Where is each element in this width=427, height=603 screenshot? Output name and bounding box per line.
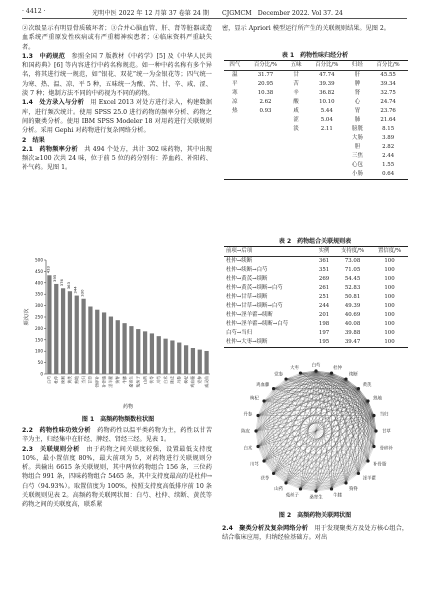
- y-tick-label: 450: [35, 268, 43, 274]
- network-node: [372, 414, 375, 417]
- table-cell: 凉: [232, 99, 238, 105]
- table-cell: 100: [384, 267, 395, 273]
- network-node: [256, 445, 259, 448]
- paragraph-2-1: 共 494 个处方，共计 302 味药物，其中出现频次≥100 次共 24 味，位于前 5 位的药分别有：养血药、补阳药、补气药。见图 1。: [22, 145, 212, 172]
- heading-2-3: 2.3 关联规则分析: [22, 445, 80, 453]
- table-cell: 100: [384, 285, 395, 291]
- network-node-label: 鸡血藤: [256, 382, 270, 388]
- table-cell: 100: [384, 339, 395, 345]
- heading-2-2: 2.2 药物性味功效分析: [22, 427, 91, 434]
- table-cell: [285, 134, 307, 143]
- network-node-label: 黄芪: [362, 382, 372, 388]
- network-edge: [258, 389, 274, 447]
- table-cell: 2.82: [382, 144, 395, 150]
- table-cell: 2.11: [320, 126, 333, 132]
- table-1-header: 百分比/%: [246, 61, 286, 71]
- table-1-header: 四气: [224, 61, 246, 71]
- bar: [95, 310, 99, 374]
- paragraph-1-3: 参照全国 7 版教材《中药学》[5] 及《中华人民共和国药典》[6] 等内容进行中药名称规范。如一种中药名称有多个异名，将其进行统一规范，如“银花、双花”统一为金银花等；四气统一为寒、热、温、凉、平 5 种，五味统一为酸、苦、甘、辛、咸、涩、淡 7 种；炮制方法不同的中药视为不同的药物。: [22, 52, 213, 98]
- y-tick-label: 150: [35, 337, 43, 343]
- y-axis-label: 频次/次: [24, 308, 30, 326]
- table-cell: 39.88: [344, 330, 361, 336]
- table-row: [224, 311, 408, 320]
- table-cell: 50.81: [344, 294, 361, 300]
- table-cell: [224, 134, 246, 143]
- table-row: [224, 116, 408, 125]
- table-cell: 54.45: [344, 276, 361, 282]
- table-cell: 351: [318, 267, 330, 273]
- bar-value-label: 330: [79, 289, 85, 297]
- table-cell: 45.55: [380, 72, 396, 78]
- table-cell: 甘: [293, 72, 299, 78]
- y-tick-label: 300: [35, 303, 43, 309]
- network-node: [357, 387, 360, 390]
- table-cell: [285, 161, 307, 170]
- bar: [143, 331, 147, 374]
- network-node-label: 白芍: [311, 363, 321, 369]
- page-number: · 4412 ·: [22, 8, 46, 15]
- table-row: [224, 161, 408, 170]
- table-cell: 73.08: [344, 258, 361, 264]
- table-cell: 杜仲→黄芪→续断: [226, 276, 268, 282]
- table-cell: 24.74: [380, 99, 396, 105]
- y-tick-label: 200: [35, 325, 43, 331]
- bar: [150, 333, 154, 374]
- table-cell: 361: [318, 258, 330, 264]
- network-node-label: 补骨脂: [373, 462, 387, 468]
- table-cell: 膀胱: [352, 126, 363, 132]
- network-node: [357, 472, 360, 475]
- figure-1-bar-chart: [22, 254, 214, 412]
- x-tick-label: 补骨脂: [101, 376, 107, 388]
- bar: [75, 296, 79, 374]
- table-cell: 47.74: [319, 72, 335, 78]
- network-node-label: 陈皮: [241, 429, 250, 435]
- table-cell: 涩: [293, 117, 299, 123]
- network-node-label: 杜仲: [333, 365, 342, 371]
- journal-title-en: CJGMCM December 2022. Vol 37. 24: [222, 10, 343, 17]
- network-node: [284, 481, 287, 484]
- table-cell: 三焦: [352, 153, 363, 159]
- x-tick-label: 当归: [80, 376, 86, 384]
- x-tick-label: 威灵仙: [203, 376, 209, 388]
- table-cell: [285, 143, 307, 152]
- network-node: [314, 369, 317, 372]
- table-cell: 3.89: [382, 135, 395, 141]
- bar: [47, 275, 51, 374]
- x-tick-label: 丹参: [176, 376, 182, 384]
- table-cell: 心包: [352, 162, 363, 168]
- x-tick-label: 杜仲: [53, 376, 59, 384]
- table-cell: [224, 152, 246, 161]
- x-tick-label: 白芍: [46, 376, 52, 384]
- table-cell: 21.64: [380, 117, 396, 123]
- table-1-header: 百分比/%: [368, 61, 408, 71]
- network-node-label: 桑寄生: [309, 495, 323, 501]
- table-row: [224, 284, 408, 293]
- table-row: [224, 89, 408, 98]
- network-node: [272, 472, 275, 475]
- table-2-header: 前项→后项: [224, 247, 314, 257]
- x-tick-label: 黄芪: [67, 376, 73, 384]
- table-row: [224, 302, 408, 311]
- network-edge: [264, 461, 331, 489]
- y-tick-label: 500: [35, 257, 43, 263]
- network-node: [330, 371, 333, 374]
- y-tick-label: 100: [35, 348, 43, 354]
- table-cell: 197: [318, 330, 330, 336]
- network-node-label: 川芎: [250, 462, 259, 468]
- table-cell: 热: [232, 108, 238, 114]
- figure-1-caption: 图 1 高频药物频数柱状图: [81, 416, 155, 423]
- table-cell: [246, 143, 286, 152]
- bar: [81, 299, 85, 374]
- network-node: [256, 414, 259, 417]
- network-node: [344, 481, 347, 484]
- table-cell: 胆: [354, 144, 361, 150]
- paragraph-apriori: 密，显示 Apriori 模型运行所产生的关联规则结果。见图 2。: [222, 25, 390, 32]
- x-axis-label: 药物: [122, 404, 134, 410]
- y-tick-label: 0: [40, 371, 43, 377]
- table-cell: 肾: [354, 90, 361, 96]
- table-row: [224, 257, 408, 267]
- bar-value-label: 433: [45, 266, 51, 274]
- table-cell: [285, 152, 307, 161]
- x-tick-label: 枸杞: [183, 376, 189, 384]
- table-cell: 40.69: [344, 312, 361, 318]
- table-1-caption: 表 1 药物性味归经分析: [281, 52, 349, 59]
- heading-1-4: 1.4 处方录入与分析: [22, 99, 84, 107]
- table-cell: 201: [318, 312, 330, 318]
- bar: [68, 291, 72, 374]
- table-cell: [224, 161, 246, 170]
- x-tick-label: 骨碎补: [94, 376, 100, 388]
- network-node: [262, 459, 265, 462]
- x-tick-label: 狗脊: [114, 376, 120, 384]
- table-cell: 100: [384, 321, 395, 327]
- table-cell: 100: [384, 294, 395, 300]
- bar: [204, 351, 208, 374]
- table-cell: 肝: [354, 72, 361, 78]
- left-column-top: [22, 24, 212, 173]
- bar-value-label: 344: [72, 286, 78, 294]
- table-cell: 0.64: [382, 171, 395, 177]
- table-cell: 杜仲→甘草→续断: [226, 294, 268, 300]
- bar: [136, 329, 140, 374]
- paragraph-2-4: 用于发现聚类方及处方核心组合，结合临床应用，归纳经验基础方。对出: [222, 525, 409, 542]
- table-cell: [246, 125, 286, 134]
- network-node: [284, 377, 287, 380]
- table-cell: 49.39: [344, 303, 361, 309]
- heading-2: 2 结果: [22, 136, 45, 144]
- table-cell: 杜仲→淫羊藿→续断: [226, 312, 273, 318]
- table-cell: 71.05: [344, 267, 361, 273]
- table-1-header: 五味: [285, 61, 307, 71]
- table-cell: 52.83: [344, 285, 361, 291]
- bar-value-label: 363: [65, 281, 71, 290]
- table-2-header: 支持度/%: [334, 247, 371, 257]
- table-cell: [307, 143, 347, 152]
- table-row: [224, 275, 408, 284]
- table-cell: [224, 125, 246, 134]
- bar: [122, 323, 126, 374]
- x-tick-label: 茯苓: [149, 376, 155, 384]
- x-tick-label: 陈皮: [169, 376, 175, 384]
- x-tick-label: 淫羊藿: [108, 376, 114, 388]
- bar: [61, 288, 65, 374]
- bar-value-label: 395: [52, 274, 58, 282]
- table-row: [224, 98, 408, 107]
- bar: [157, 336, 161, 374]
- table-cell: 寒: [232, 90, 238, 96]
- table-cell: 10.10: [319, 99, 335, 105]
- table-cell: [307, 134, 347, 143]
- table-cell: [224, 143, 246, 152]
- table-row: [224, 266, 408, 275]
- network-node: [262, 399, 265, 402]
- network-node-label: 当归: [379, 412, 389, 418]
- table-cell: 杜仲→淫羊藿→续断→白芍: [226, 321, 289, 327]
- heading-2-1: 2.1 药物频率分析: [22, 145, 78, 153]
- network-node: [366, 459, 369, 462]
- table-row: [224, 338, 408, 348]
- table-2-header: 实例: [314, 247, 334, 257]
- bar: [88, 307, 92, 374]
- table-cell: 32.75: [380, 90, 396, 96]
- table-cell: 23.76: [380, 108, 396, 114]
- table-cell: 肺: [354, 117, 361, 123]
- bar: [163, 339, 167, 374]
- y-tick-label: 250: [35, 314, 43, 320]
- table-cell: 20.95: [257, 81, 274, 87]
- table-1-header: 百分比/%: [307, 61, 347, 71]
- x-tick-label: 熟地: [73, 376, 79, 384]
- table-row: [224, 320, 408, 329]
- table-cell: 40.08: [344, 321, 361, 327]
- network-node: [314, 489, 317, 492]
- table-cell: [246, 134, 286, 143]
- header-rule: [22, 18, 407, 19]
- table-cell: [224, 116, 246, 125]
- table-cell: 251: [318, 294, 330, 300]
- table-2-caption: 表 2 药物组合关联规则表: [278, 238, 352, 245]
- table-cell: 198: [318, 321, 330, 327]
- network-edge: [258, 415, 286, 482]
- network-node-label: 白术: [243, 446, 253, 452]
- paragraph-2-2: 药物药性以温平类药物为主，药性以甘苦辛为主，归经集中在肝经、脾经、肾经三经。见表 1。: [22, 427, 213, 444]
- bar: [198, 350, 202, 374]
- table-cell: 小肠: [352, 171, 363, 177]
- bar: [102, 312, 106, 374]
- network-node-label: 山药: [274, 486, 283, 492]
- paragraph-1-4: 用 Excel 2013 对处方进行录入，构建数据库，进行频次统计。使用 SPSS 25.0 进行药物的频率分析、药物之间的聚类分析。使用 IBM SPSS Modeler 18 对用药进行关联规则分析。采用 Gephi 对药物进行复杂网络分析。: [22, 99, 212, 135]
- table-row: [224, 293, 408, 302]
- table-cell: 酸: [293, 99, 299, 105]
- table-cell: 淡: [293, 126, 299, 132]
- table-cell: 2.62: [259, 99, 272, 105]
- network-node: [330, 487, 333, 490]
- bar: [177, 343, 181, 374]
- table-cell: 100: [384, 276, 395, 282]
- table-cell: [224, 170, 246, 180]
- journal-title-cn: 光明中医 2022 年 12 月第 37 卷第 24 期: [92, 10, 209, 17]
- y-tick-label: 350: [35, 291, 43, 297]
- table-cell: [246, 152, 286, 161]
- table-cell: [246, 170, 286, 180]
- right-column-top: [222, 24, 408, 33]
- table-cell: 39.34: [380, 81, 396, 87]
- table-cell: 杜仲→续断: [226, 258, 253, 264]
- bar: [109, 317, 113, 374]
- table-cell: 0.93: [259, 108, 272, 114]
- table-cell: 咸: [293, 108, 299, 114]
- table-row: [224, 329, 408, 338]
- table-cell: 杜仲→甘草→续断→白芍: [226, 303, 283, 309]
- y-tick-label: 400: [35, 280, 43, 286]
- network-node-label: 骨碎补: [379, 446, 393, 452]
- table-cell: 36.82: [319, 90, 335, 96]
- table-row: [224, 143, 408, 152]
- table-row: [224, 170, 408, 180]
- figure-2-network: [228, 356, 404, 506]
- table-cell: 心: [354, 99, 361, 105]
- table-cell: 100: [384, 330, 395, 336]
- network-node-label: 甘草: [382, 429, 391, 435]
- network-node: [344, 377, 347, 380]
- heading-2-4: 2.4 聚类分析及复杂网络分析: [222, 525, 309, 532]
- network-node: [366, 399, 369, 402]
- table-cell: 脾: [354, 81, 361, 87]
- network-node-label: 牛膝: [333, 493, 342, 499]
- table-2-header: 置信度/%: [371, 247, 408, 257]
- table-row: [224, 152, 408, 161]
- bar: [129, 326, 133, 374]
- table-row: [224, 134, 408, 143]
- table-cell: 100: [384, 258, 395, 264]
- network-node: [272, 387, 275, 390]
- network-node: [254, 429, 257, 432]
- table-cell: [307, 170, 347, 180]
- table-cell: 100: [384, 312, 395, 318]
- table-cell: 大肠: [352, 135, 363, 141]
- x-tick-label: 牛膝: [121, 376, 127, 384]
- figure-2-caption: 图 2 高频药物关联网状图: [278, 512, 352, 519]
- table-cell: 195: [318, 339, 330, 345]
- table-1-header: 归经: [347, 61, 369, 71]
- table-2: [224, 246, 408, 348]
- table-cell: [307, 161, 347, 170]
- network-node: [374, 429, 377, 432]
- table-1: [224, 60, 408, 180]
- bar: [54, 284, 58, 374]
- table-row: [224, 107, 408, 116]
- x-tick-label: 鸡血藤: [190, 376, 196, 388]
- network-node-label: 茯苓: [260, 476, 270, 482]
- table-row: [224, 80, 408, 89]
- paragraph-exclusion: ②次级显示有明显骨质破坏者；③合并心脑血管、肝、肾等脏器或造血系统严重原发性疾病或有严重精神疾患者；④临床资料严重缺失者。: [22, 25, 212, 51]
- table-cell: 2.44: [382, 153, 395, 159]
- table-cell: 平: [232, 81, 238, 87]
- table-cell: 杜仲→大枣→续断: [226, 339, 268, 345]
- table-cell: 100: [384, 303, 395, 309]
- network-node: [299, 487, 302, 490]
- table-cell: 辛: [293, 90, 299, 96]
- table-row: [224, 125, 408, 134]
- bar: [116, 320, 120, 374]
- table-cell: 31.77: [257, 72, 274, 78]
- table-cell: 8.15: [382, 126, 395, 132]
- network-node: [372, 445, 375, 448]
- table-cell: [307, 152, 347, 161]
- network-node-label: 枸杞: [250, 396, 259, 402]
- table-cell: 杜仲→续断→白芍: [226, 267, 268, 273]
- heading-1-3: 1.3 中药规范: [22, 52, 66, 60]
- x-tick-label: 川芎: [155, 376, 161, 384]
- table-cell: 白芍→当归: [226, 330, 253, 336]
- table-cell: 温: [232, 72, 238, 78]
- table-cell: 10.38: [257, 90, 274, 96]
- table-row: [224, 71, 408, 81]
- network-node-label: 狗脊: [349, 486, 358, 492]
- x-tick-label: 甘草: [87, 376, 93, 384]
- table-cell: 39.47: [344, 339, 361, 345]
- x-tick-label: 白术: [162, 376, 168, 384]
- paragraph-2-3: 由于药物之间关联度较强，设置最低支持度 10%，最小置信度 80%，最大前项为 5，对药物进行关联规则分析。共输出 6615 条关联规则，其中两位药物组合 156 条，三位药物组合 991 条，四味药物组合 5465 条，其中支持度最高的是杜仲→白芍（94.93%）。取置信度为 100%，按照支持度高低排序前 10 条关联规则见表 2。高频药物关联网状图：白芍、杜仲、续断、黄芪等药物之间的关联度高，联系紧: [22, 445, 213, 509]
- table-cell: 39.39: [319, 81, 335, 87]
- network-edge: [264, 415, 374, 461]
- x-tick-label: 续断: [60, 376, 66, 384]
- table-cell: 261: [318, 285, 330, 291]
- table-cell: 5.44: [320, 108, 333, 114]
- table-cell: [246, 116, 286, 125]
- table-cell: [246, 161, 286, 170]
- bar: [170, 340, 174, 374]
- network-node-label: 党参: [274, 372, 283, 378]
- table-cell: 胃: [354, 108, 361, 114]
- network-node-label: 丹参: [243, 412, 253, 418]
- x-tick-label: 菟丝子: [135, 376, 141, 388]
- x-tick-label: 党参: [196, 376, 202, 384]
- bar: [184, 345, 188, 374]
- table-cell: 5.04: [320, 117, 333, 123]
- table-cell: 269: [318, 276, 330, 282]
- network-node: [299, 371, 302, 374]
- table-cell: [285, 170, 307, 180]
- table-cell: 1.55: [382, 162, 395, 168]
- network-node-label: 续断: [349, 372, 358, 378]
- bar: [191, 348, 195, 374]
- right-column-bottom: [222, 524, 408, 543]
- network-node-label: 菟丝子: [285, 493, 299, 499]
- network-node-label: 大枣: [290, 365, 299, 371]
- table-cell: 杜仲→黄芪→续断→白芍: [226, 285, 283, 291]
- x-tick-label: 山药: [142, 376, 148, 384]
- table-cell: 244: [318, 303, 330, 309]
- x-tick-label: 桑寄生: [128, 376, 134, 388]
- network-node-label: 淫羊藿: [362, 476, 376, 482]
- y-tick-label: 50: [37, 360, 43, 366]
- table-cell: 苦: [293, 81, 299, 87]
- network-node-label: 熟地: [373, 396, 382, 402]
- bar-value-label: 376: [59, 279, 65, 287]
- left-column-bottom: [22, 426, 212, 510]
